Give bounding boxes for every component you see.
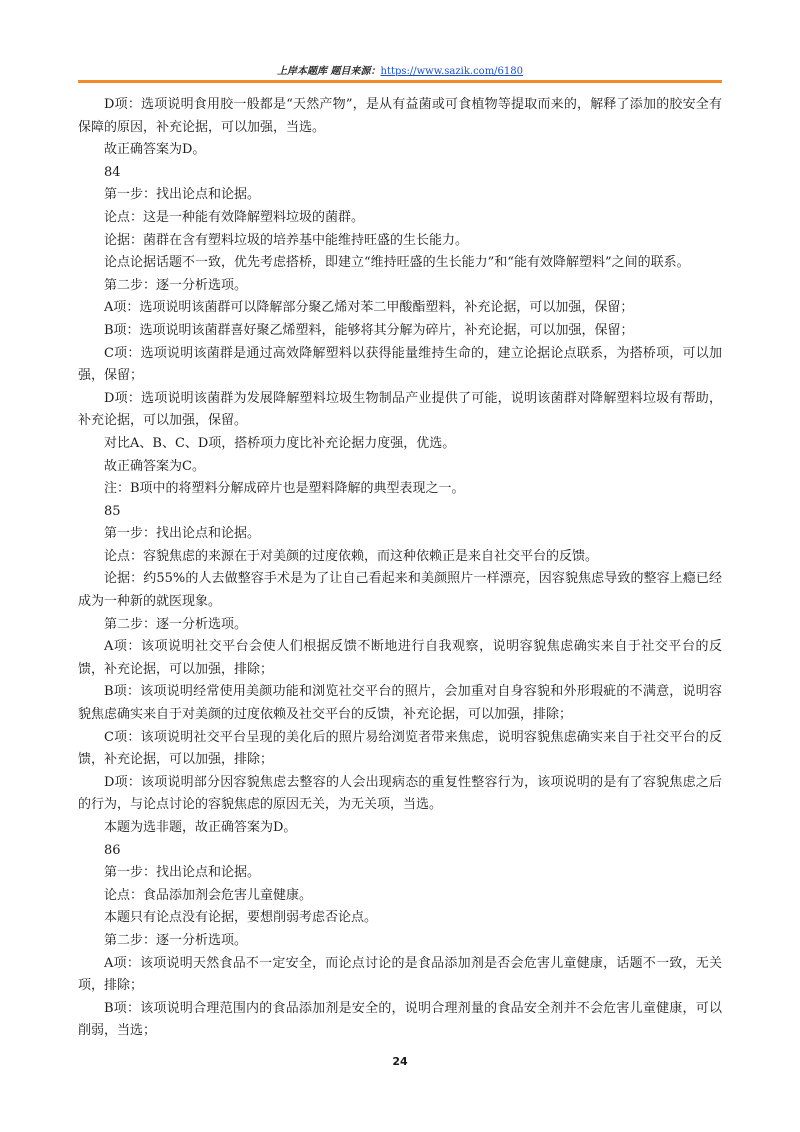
paragraph: 第二步：逐一分析选项。 <box>104 616 248 632</box>
paragraph: 第二步：逐一分析选项。 <box>104 932 248 948</box>
header-divider <box>78 80 722 83</box>
page-body <box>78 94 722 1043</box>
paragraph: 对比A、B、C、D项，搭桥项力度比补充论据力度强，优选。 <box>104 435 456 451</box>
paragraph: 第一步：找出论点和论据。 <box>104 526 261 542</box>
question-number: 85 <box>104 503 121 519</box>
paragraph: 第二步：逐一分析选项。 <box>104 277 248 293</box>
paragraph: 论据：菌群在含有塑料垃圾的培养基中能维持旺盛的生长能力。 <box>104 232 469 248</box>
paragraph: 论点：食品添加剂会危害儿童健康。 <box>104 887 313 903</box>
paragraph: C项：该项说明社交平台呈现的美化后的照片易给浏览者带来焦虑，说明容貌焦虑确实来自于社交平台的反馈，补充论据，可以加强，排除； <box>78 729 722 768</box>
paragraph: A项：该项说明社交平台会使人们根据反馈不断地进行自我观察，说明容貌焦虑确实来自于社交平台的反馈，补充论据，可以加强，排除； <box>78 639 722 677</box>
header-label: 上岸本题库 题目来源： <box>277 66 381 77</box>
paragraph: 故正确答案为C。 <box>104 458 205 474</box>
paragraph: B项：该项说明合理范围内的食品添加剂是安全的，说明合理剂量的食品安全剂并不会危害儿童健康，可以削弱，当选； <box>78 1000 722 1039</box>
paragraph: 本题为选非题，故正确答案为D。 <box>104 820 297 835</box>
question-number: 84 <box>104 164 121 180</box>
paragraph: 本题只有论点没有论据，要想削弱考虑否论点。 <box>104 910 378 926</box>
paragraph: A项：该项说明天然食品不一定安全，而论点讨论的是食品添加剂是否会危害儿童健康，话题不一致，无关项，排除； <box>78 955 722 994</box>
paragraph: B项：选项说明该菌群喜好聚乙烯塑料，能够将其分解为碎片，补充论据，可以加强，保留； <box>104 322 634 338</box>
question-number: 86 <box>104 842 121 858</box>
paragraph: C项：选项说明该菌群是通过高效降解塑料以获得能量维持生命的，建立论据论点联系，为搭桥项，可以加强，保留； <box>78 345 722 384</box>
paragraph: 第一步：找出论点和论据。 <box>104 187 261 203</box>
header-url-link[interactable]: https://www.sazik.com/6180 <box>380 66 523 77</box>
paragraph: A项：选项说明该菌群可以降解部分聚乙烯对苯二甲酸酯塑料，补充论据，可以加强，保留； <box>104 300 634 316</box>
paragraph: 论点：容貌焦虑的来源在于对美颜的过度依赖，而这种依赖正是来自社交平台的反馈。 <box>104 548 599 564</box>
paragraph: 论点：这是一种能有效降解塑料垃圾的菌群。 <box>104 209 365 225</box>
paragraph: 注：B项中的将塑料分解成碎片也是塑料降解的典型表现之一。 <box>104 481 465 497</box>
page-header <box>0 62 800 77</box>
paragraph: B项：该项说明经常使用美颜功能和浏览社交平台的照片，会加重对自身容貌和外形瑕疵的不满意，说明容貌焦虑确实来自于对美颜的过度依赖及社交平台的反馈，补充论据，可以加强，排除； <box>78 684 722 723</box>
page-number: 24 <box>392 1055 408 1068</box>
paragraph: 故正确答案为D。 <box>104 142 206 158</box>
paragraph: D项：选项说明该菌群为发展降解塑料垃圾生物制品产业提供了可能，说明该菌群对降解塑料垃圾有帮助，补充论据，可以加强，保留。 <box>78 390 722 429</box>
paragraph: 第一步：找出论点和论据。 <box>104 865 261 881</box>
paragraph: 论点论据话题不一致，优先考虑搭桥，即建立“维持旺盛的生长能力”和“能有效降解塑料”之间的联系。 <box>104 255 690 271</box>
paragraph: D项：该项说明部分因容貌焦虑去整容的人会出现病态的重复性整容行为，该项说明的是有了容貌焦虑之后的行为，与论点讨论的容貌焦虑的原因无关，为无关项，当选。 <box>78 774 722 813</box>
paragraph: 论据：约55%的人去做整容手术是为了让自己看起来和美颜照片一样漂亮，因容貌焦虑导致的整容上瘾已经成为一种新的就医现象。 <box>78 571 722 610</box>
paragraph: D项：选项说明食用胶一般都是“天然产物”，是从有益菌或可食植物等提取而来的，解释了添加的胶安全有保障的原因，补充论据，可以加强，当选。 <box>78 97 722 135</box>
